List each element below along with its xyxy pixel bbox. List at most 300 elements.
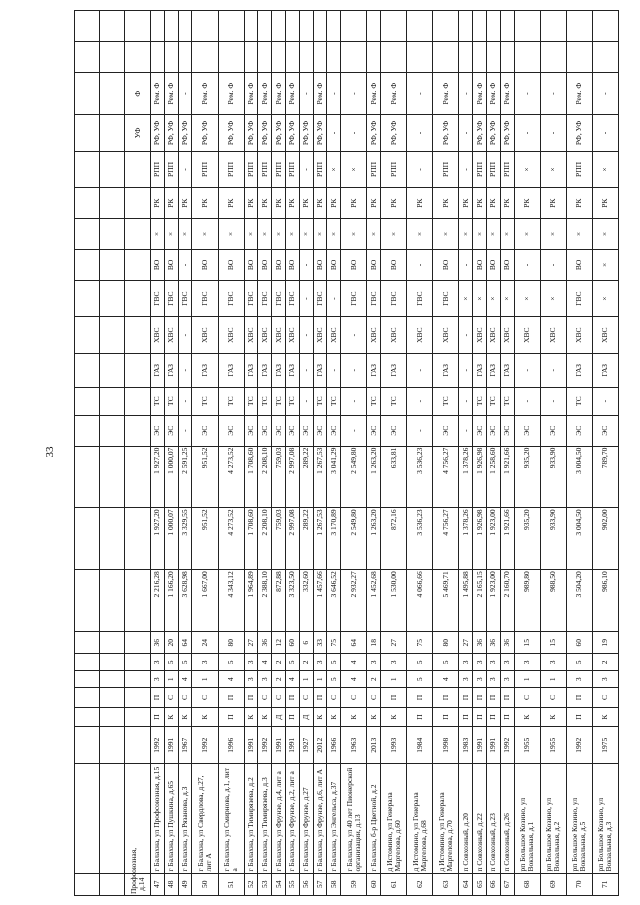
table-cell: ТС — [367, 387, 381, 415]
table-cell — [75, 151, 100, 188]
table-cell: рп Большое Козино, ул Вокзальная, д.3 — [592, 763, 618, 873]
table-cell: 759,03 — [272, 446, 286, 508]
table-cell: РПП — [192, 151, 218, 188]
table-cell: 1955 — [540, 727, 566, 764]
table-cell: РПП — [367, 151, 381, 188]
table-cell: ХВС — [244, 317, 258, 354]
table-cell: г Балахна, ул Фрунзе, д.2, лит а — [286, 763, 300, 873]
table-cell: ТС — [473, 387, 487, 415]
table-cell: 75 — [407, 631, 433, 653]
table-cell — [100, 707, 125, 727]
table-cell: 36 — [500, 631, 514, 653]
table-cell: 3 504,20 — [566, 570, 592, 632]
table-cell: 15 — [514, 631, 540, 653]
table-cell: РПП — [313, 151, 327, 188]
table-cell: ХВС — [286, 317, 300, 354]
table-cell: - — [299, 73, 313, 115]
table-cell: К — [327, 707, 341, 727]
table-cell: ТС — [244, 387, 258, 415]
rotated-table-container — [74, 10, 619, 896]
table-cell — [299, 42, 313, 73]
table-cell: г Балахна, ул 40 лет Пионерской организации, д.13 — [341, 763, 367, 873]
table-cell: С — [192, 688, 218, 708]
table-cell: 48 — [164, 873, 178, 895]
table-cell: п Совхозный, д.20 — [459, 763, 473, 873]
table-cell: 3 — [500, 671, 514, 688]
table-cell: ЭС — [218, 415, 244, 446]
empty-row — [75, 11, 100, 896]
table-cell: 5 — [286, 654, 300, 671]
table-cell: 2012 — [313, 727, 327, 764]
table-cell: - — [341, 387, 367, 415]
table-cell: 1 — [192, 671, 218, 688]
table-cell: 80 — [218, 631, 244, 653]
table-cell — [313, 11, 327, 42]
table-cell: 57 — [313, 873, 327, 895]
table-cell: 4 343,12 — [218, 570, 244, 632]
table-row — [313, 11, 327, 896]
table-cell: 27 — [244, 631, 258, 653]
table-cell: ЭС — [313, 415, 327, 446]
table-cell: 63 — [433, 873, 459, 895]
table-cell: РПП — [244, 151, 258, 188]
table-row — [272, 11, 286, 896]
table-cell: 1927 — [299, 727, 313, 764]
table-cell: 2 388,10 — [258, 570, 272, 632]
table-cell: П — [286, 688, 300, 708]
table-cell — [75, 73, 100, 115]
table-cell — [75, 11, 100, 42]
table-cell: д Истомино, ул Генерала Маргелова, д.68 — [407, 763, 433, 873]
table-cell: 989,80 — [514, 570, 540, 632]
table-cell — [100, 353, 125, 387]
table-cell: 3 — [151, 654, 165, 671]
table-cell: рп Большое Козино, ул Вокзальная, д.1 — [514, 763, 540, 873]
table-cell — [164, 42, 178, 73]
table-cell: 1963 — [341, 727, 367, 764]
table-cell: К — [381, 707, 407, 727]
table-cell: ХВС — [258, 317, 272, 354]
table-cell: РК — [407, 188, 433, 219]
table-row — [566, 11, 592, 896]
table-cell: 71 — [592, 873, 618, 895]
table-cell — [192, 42, 218, 73]
table-cell: - — [178, 151, 192, 188]
table-cell: РПП — [164, 151, 178, 188]
table-cell: П — [500, 707, 514, 727]
table-cell: × — [473, 280, 487, 317]
table-cell: - — [327, 115, 341, 152]
table-cell: РФ, УФ — [178, 115, 192, 152]
table-cell: 3 536,23 — [407, 508, 433, 570]
table-cell — [100, 151, 125, 188]
table-cell: 55 — [286, 873, 300, 895]
table-cell: ХВС — [218, 317, 244, 354]
table-cell: 759,03 — [272, 508, 286, 570]
table-cell: × — [592, 280, 618, 317]
table-row — [381, 11, 407, 896]
table-cell — [75, 707, 100, 727]
table-cell: П — [433, 707, 459, 727]
table-cell: РФ, УФ — [367, 115, 381, 152]
table-cell: ГВС — [341, 280, 367, 317]
table-cell: г Балахна, ул Профсоюзная, д.15 — [151, 763, 165, 873]
table-cell: С — [327, 688, 341, 708]
table-cell — [125, 415, 151, 446]
table-cell: 2 — [299, 654, 313, 671]
table-cell: - — [459, 73, 473, 115]
table-cell — [125, 446, 151, 508]
table-cell: 1992 — [500, 727, 514, 764]
table-cell: К — [178, 707, 192, 727]
table-cell: 47 — [151, 873, 165, 895]
table-cell: × — [272, 219, 286, 250]
table-cell: П — [566, 688, 592, 708]
table-cell: ВО — [164, 249, 178, 280]
table-cell: 6 — [299, 631, 313, 653]
table-cell: ВО — [258, 249, 272, 280]
table-row — [433, 11, 459, 896]
table-cell: ГАЗ — [473, 353, 487, 387]
table-cell: ГАЗ — [192, 353, 218, 387]
table-cell: × — [164, 219, 178, 250]
table-cell: ГВС — [313, 280, 327, 317]
table-cell: К — [258, 707, 272, 727]
table-cell: - — [178, 353, 192, 387]
table-cell: 70 — [566, 873, 592, 895]
table-cell: × — [500, 219, 514, 250]
table-cell — [125, 508, 151, 570]
table-cell — [75, 727, 100, 764]
table-cell: РК — [299, 188, 313, 219]
table-cell — [100, 654, 125, 671]
table-cell — [125, 11, 151, 42]
table-cell — [75, 280, 100, 317]
table-cell: ЭС — [566, 415, 592, 446]
table-cell: 60 — [286, 631, 300, 653]
table-cell: 1 964,89 — [244, 570, 258, 632]
table-cell: РПП — [486, 151, 500, 188]
table-cell — [100, 570, 125, 632]
table-cell: 1991 — [244, 727, 258, 764]
table-cell: ГВС — [566, 280, 592, 317]
table-cell: 2 997,08 — [286, 446, 300, 508]
table-cell: Ф — [125, 73, 151, 115]
table-cell — [244, 42, 258, 73]
table-cell: - — [540, 73, 566, 115]
table-cell: ЭС — [514, 415, 540, 446]
table-cell: ХВС — [514, 317, 540, 354]
housing-register-table — [74, 10, 619, 896]
table-cell — [367, 11, 381, 42]
table-cell: 51 — [218, 873, 244, 895]
table-cell — [592, 42, 618, 73]
table-cell: К — [367, 707, 381, 727]
table-cell: ГАЗ — [164, 353, 178, 387]
table-cell: ВО — [218, 249, 244, 280]
table-cell: ГАЗ — [486, 353, 500, 387]
table-cell — [100, 188, 125, 219]
table-cell: × — [367, 219, 381, 250]
table-cell: × — [407, 219, 433, 250]
table-cell: 1 267,53 — [313, 446, 327, 508]
table-cell: 1992 — [258, 727, 272, 764]
table-cell: × — [486, 280, 500, 317]
table-cell — [100, 115, 125, 152]
table-cell: РПП — [500, 151, 514, 188]
table-cell — [75, 415, 100, 446]
table-cell — [100, 249, 125, 280]
table-cell — [433, 42, 459, 73]
table-cell: ХВС — [566, 317, 592, 354]
table-cell: С — [299, 688, 313, 708]
table-cell — [125, 188, 151, 219]
table-cell: ГВС — [381, 280, 407, 317]
table-cell: Д — [272, 707, 286, 727]
table-row — [459, 11, 473, 896]
table-cell: × — [244, 219, 258, 250]
table-cell: С — [592, 688, 618, 708]
table-cell: ГАЗ — [367, 353, 381, 387]
table-cell: 1 263,20 — [367, 508, 381, 570]
table-cell: - — [327, 73, 341, 115]
table-cell: - — [407, 151, 433, 188]
table-cell: ГВС — [286, 280, 300, 317]
table-cell — [75, 671, 100, 688]
table-cell: 2013 — [367, 727, 381, 764]
table-row — [218, 11, 244, 896]
table-cell — [459, 42, 473, 73]
table-cell: 4 — [218, 671, 244, 688]
table-cell: 1975 — [592, 727, 618, 764]
table-cell: г Балахна, ул Тимирязева, д.3 — [258, 763, 272, 873]
table-cell: 3 — [367, 654, 381, 671]
table-cell: ГВС — [407, 280, 433, 317]
table-cell: ВО — [566, 249, 592, 280]
table-cell: 64 — [341, 631, 367, 653]
table-cell — [341, 42, 367, 73]
table-cell: - — [327, 353, 341, 387]
table-cell: РК — [258, 188, 272, 219]
table-cell: 935,20 — [514, 508, 540, 570]
table-cell: 1 — [381, 671, 407, 688]
table-cell: ЭС — [164, 415, 178, 446]
table-cell: П — [244, 688, 258, 708]
table-cell: ГАЗ — [258, 353, 272, 387]
table-cell — [514, 42, 540, 73]
table-cell: П — [473, 707, 487, 727]
table-cell: ЭС — [500, 415, 514, 446]
table-cell — [286, 11, 300, 42]
table-cell: ГАЗ — [566, 353, 592, 387]
table-row — [258, 11, 272, 896]
table-cell: 1998 — [433, 727, 459, 764]
table-cell — [327, 42, 341, 73]
table-cell: ЭС — [381, 415, 407, 446]
table-cell: 54 — [272, 873, 286, 895]
table-cell: - — [407, 73, 433, 115]
table-cell — [500, 42, 514, 73]
table-cell — [125, 727, 151, 764]
table-cell: 4 — [286, 671, 300, 688]
table-cell: РПП — [566, 151, 592, 188]
table-cell — [486, 42, 500, 73]
table-cell: 27 — [459, 631, 473, 653]
table-cell: ЭС — [192, 415, 218, 446]
table-cell — [100, 873, 125, 895]
table-cell: РК — [327, 188, 341, 219]
table-cell — [218, 11, 244, 42]
table-cell: ГВС — [151, 280, 165, 317]
table-row — [244, 11, 258, 896]
table-row — [151, 11, 165, 896]
table-cell — [100, 42, 125, 73]
table-cell: ТС — [286, 387, 300, 415]
table-cell: × — [540, 151, 566, 188]
table-cell: × — [459, 280, 473, 317]
table-cell: 789,70 — [592, 446, 618, 508]
table-cell — [125, 671, 151, 688]
table-cell: РПП — [151, 151, 165, 188]
table-cell: г Балахна, ул Свердлова, д.27, лит А — [192, 763, 218, 873]
table-cell: × — [381, 219, 407, 250]
table-cell: ВО — [473, 249, 487, 280]
table-cell — [75, 387, 100, 415]
table-cell — [381, 42, 407, 73]
table-cell: п Совхозный, д.26 — [500, 763, 514, 873]
table-cell: 1 923,00 — [486, 508, 500, 570]
table-cell: ТС — [313, 387, 327, 415]
table-cell: - — [540, 115, 566, 152]
table-cell: 3 170,89 — [327, 508, 341, 570]
table-cell: 3 004,50 — [566, 508, 592, 570]
table-cell: - — [592, 387, 618, 415]
table-cell: × — [192, 219, 218, 250]
table-cell: Рем. Ф — [566, 73, 592, 115]
table-cell: 1 708,60 — [244, 508, 258, 570]
table-cell: - — [459, 249, 473, 280]
table-cell: рп Большое Козино, ул Вокзальная, д.2 — [540, 763, 566, 873]
table-cell: 4 066,66 — [407, 570, 433, 632]
table-cell: ТС — [164, 387, 178, 415]
table-cell: 1 378,26 — [459, 508, 473, 570]
table-cell: × — [592, 249, 618, 280]
table-cell: 1 530,00 — [381, 570, 407, 632]
table-cell: ХВС — [327, 317, 341, 354]
table-cell: 1 000,07 — [164, 446, 178, 508]
table-cell — [125, 151, 151, 188]
table-cell: - — [407, 415, 433, 446]
table-cell: 902,00 — [592, 508, 618, 570]
table-cell: 5 — [566, 654, 592, 671]
table-cell: К — [244, 707, 258, 727]
table-cell: - — [459, 387, 473, 415]
table-cell: 951,52 — [192, 446, 218, 508]
table-cell: Рем. Ф — [272, 73, 286, 115]
table-cell: 75 — [327, 631, 341, 653]
table-cell: РФ, УФ — [500, 115, 514, 152]
table-cell — [75, 249, 100, 280]
table-cell: РК — [151, 188, 165, 219]
table-cell — [75, 508, 100, 570]
table-cell: 1 667,00 — [192, 570, 218, 632]
table-cell: ТС — [486, 387, 500, 415]
table-cell — [244, 11, 258, 42]
table-cell: П — [407, 707, 433, 727]
table-cell — [125, 387, 151, 415]
table-cell: ЭС — [473, 415, 487, 446]
table-cell: 2 208,10 — [258, 446, 272, 508]
table-cell: ТС — [258, 387, 272, 415]
table-cell: РФ, УФ — [433, 115, 459, 152]
table-cell: РК — [566, 188, 592, 219]
table-cell: ГВС — [192, 280, 218, 317]
table-cell: С — [164, 688, 178, 708]
table-cell: 289,22 — [299, 446, 313, 508]
table-cell: 3 — [592, 671, 618, 688]
table-cell — [100, 688, 125, 708]
table-cell — [100, 11, 125, 42]
table-cell — [258, 11, 272, 42]
table-cell: ВО — [244, 249, 258, 280]
table-cell: С — [514, 688, 540, 708]
table-cell: ХВС — [500, 317, 514, 354]
table-cell: ЭС — [244, 415, 258, 446]
table-cell — [151, 11, 165, 42]
table-cell: - — [407, 249, 433, 280]
table-cell: ВО — [286, 249, 300, 280]
table-cell: 3 536,23 — [407, 446, 433, 508]
table-cell: 3 004,50 — [566, 446, 592, 508]
table-cell — [407, 11, 433, 42]
table-cell — [473, 11, 487, 42]
table-cell: - — [178, 249, 192, 280]
table-cell: 1991 — [486, 727, 500, 764]
table-cell: 4 273,52 — [218, 508, 244, 570]
table-cell: ХВС — [164, 317, 178, 354]
table-cell: П — [459, 688, 473, 708]
table-cell: - — [327, 280, 341, 317]
table-cell: РФ, УФ — [164, 115, 178, 152]
table-cell: 4 756,27 — [433, 508, 459, 570]
table-cell: 3 — [500, 654, 514, 671]
table-cell: × — [313, 219, 327, 250]
table-cell: Рем. Ф — [258, 73, 272, 115]
table-cell: РК — [486, 188, 500, 219]
table-cell: ЭС — [272, 415, 286, 446]
table-cell: П — [151, 707, 165, 727]
table-cell: 52 — [244, 873, 258, 895]
table-row — [327, 11, 341, 896]
table-cell — [100, 415, 125, 446]
table-cell: ХВС — [367, 317, 381, 354]
table-cell: ГАЗ — [500, 353, 514, 387]
table-cell: ГАЗ — [286, 353, 300, 387]
table-cell: РФ, УФ — [313, 115, 327, 152]
table-cell: ХВС — [151, 317, 165, 354]
table-cell: 3 628,98 — [178, 570, 192, 632]
table-cell: ВО — [500, 249, 514, 280]
table-cell: - — [514, 249, 540, 280]
table-cell: - — [459, 115, 473, 152]
table-cell: 1 263,20 — [367, 446, 381, 508]
table-cell — [540, 11, 566, 42]
table-cell: 2 997,08 — [286, 508, 300, 570]
table-cell: п Совхозный, д.23 — [486, 763, 500, 873]
table-cell: Профсоюзная, д.14 — [125, 873, 151, 895]
table-cell: ТС — [433, 387, 459, 415]
table-cell: 1 166,20 — [164, 570, 178, 632]
